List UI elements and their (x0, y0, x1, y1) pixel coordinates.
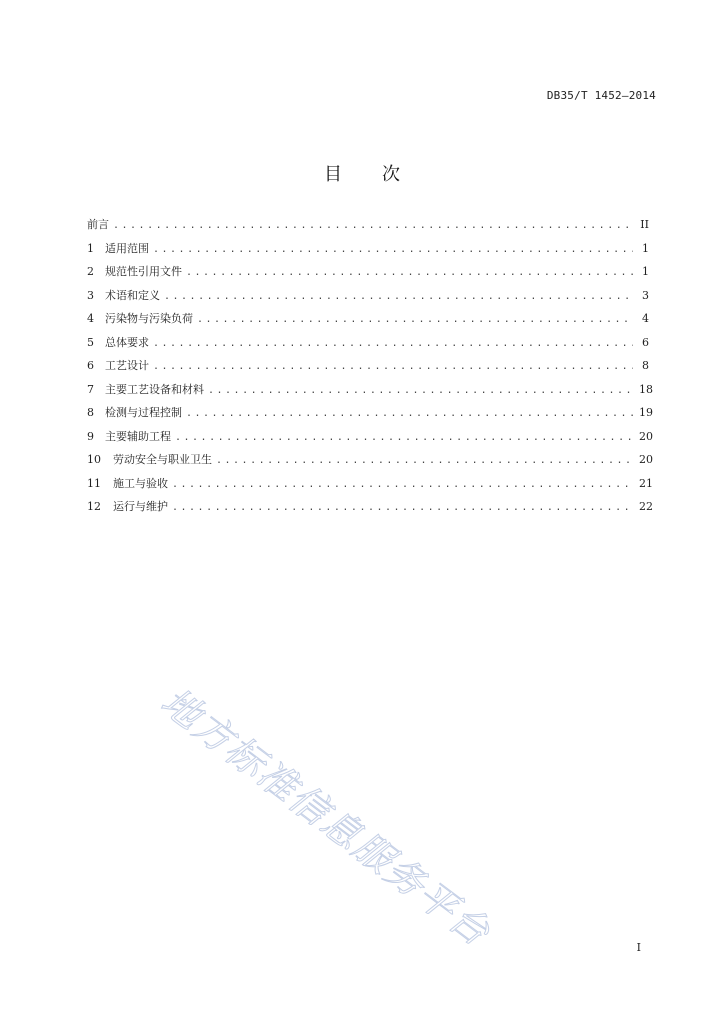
toc-entry-label: 前言 (87, 218, 109, 231)
toc-entry[interactable] (87, 240, 649, 264)
toc-leader-dots (113, 220, 633, 231)
toc-entry-label: 工艺设计 (105, 359, 149, 372)
toc-title-char-2: 次 (382, 164, 400, 185)
toc-leader-dots (175, 432, 633, 443)
toc-entry-number: 12 (87, 500, 101, 513)
toc-leader-dots (172, 502, 633, 513)
toc-title (0, 160, 724, 186)
toc-entry-page: 21 (639, 476, 653, 490)
toc-entry-label: 适用范围 (105, 241, 149, 255)
toc-entry-number: 2 (87, 265, 94, 278)
toc-entry[interactable] (87, 381, 653, 405)
toc-entry-label: 运行与维护 (113, 500, 168, 513)
toc-entry[interactable] (87, 475, 653, 499)
table-of-contents (87, 216, 653, 522)
toc-entry-label: 术语和定义 (105, 288, 160, 302)
toc-entry-label: 污染物与污染负荷 (105, 312, 193, 325)
toc-entry-number: 3 (87, 288, 94, 302)
toc-leader-dots (216, 455, 633, 466)
toc-entry-page: II (640, 218, 649, 231)
toc-entry-page: 6 (642, 335, 649, 349)
toc-entry-page: 1 (642, 241, 649, 255)
toc-entry-page: 19 (639, 406, 653, 419)
toc-leader-dots (197, 314, 633, 325)
toc-leader-dots (186, 267, 633, 278)
toc-entry-page: 1 (642, 265, 649, 278)
toc-entry[interactable] (87, 310, 649, 334)
toc-entry[interactable] (87, 216, 649, 240)
toc-leader-dots (153, 361, 633, 372)
toc-entry-number: 9 (87, 429, 94, 443)
toc-entry-label: 主要工艺设备和材料 (105, 382, 204, 396)
document-code: DB35/T 1452—2014 (546, 89, 656, 102)
toc-entry[interactable] (87, 263, 649, 287)
toc-leader-dots (153, 338, 633, 349)
toc-entry-number: 4 (87, 312, 94, 325)
toc-title-char-1: 目 (324, 164, 342, 185)
toc-entry-label: 劳动安全与职业卫生 (113, 453, 212, 466)
toc-entry-label: 检测与过程控制 (105, 406, 182, 419)
toc-entry-page: 18 (639, 382, 653, 396)
toc-leader-dots (153, 244, 633, 255)
toc-entry-label: 施工与验收 (113, 476, 168, 490)
toc-entry-number: 5 (87, 335, 94, 349)
toc-entry-number: 6 (87, 359, 94, 372)
toc-entry-page: 8 (642, 359, 649, 372)
toc-entry[interactable] (87, 334, 649, 358)
toc-leader-dots (164, 291, 633, 302)
toc-entry-page: 4 (642, 312, 649, 325)
toc-entry-number: 11 (87, 476, 101, 490)
toc-entry-page: 20 (639, 453, 653, 466)
toc-leader-dots (172, 479, 633, 490)
toc-entry-label: 主要辅助工程 (105, 429, 171, 443)
toc-entry-label: 总体要求 (105, 335, 149, 349)
watermark: 地方标准信息服务平台 (153, 679, 500, 956)
toc-entry-page: 20 (639, 429, 653, 443)
toc-entry-page: 22 (639, 500, 653, 513)
toc-entry[interactable] (87, 357, 649, 381)
toc-entry-label: 规范性引用文件 (105, 265, 182, 278)
toc-entry[interactable] (87, 498, 653, 522)
toc-entry-number: 7 (87, 382, 94, 396)
toc-entry[interactable] (87, 287, 649, 311)
toc-entry-number: 8 (87, 406, 94, 419)
toc-entry-number: 1 (87, 241, 94, 255)
toc-entry[interactable] (87, 404, 653, 428)
toc-leader-dots (186, 408, 633, 419)
toc-entry-page: 3 (642, 288, 649, 302)
toc-entry[interactable] (87, 451, 653, 475)
toc-leader-dots (208, 385, 633, 396)
page-number: I (636, 941, 641, 954)
toc-entry[interactable] (87, 428, 653, 452)
toc-entry-number: 10 (87, 453, 101, 466)
